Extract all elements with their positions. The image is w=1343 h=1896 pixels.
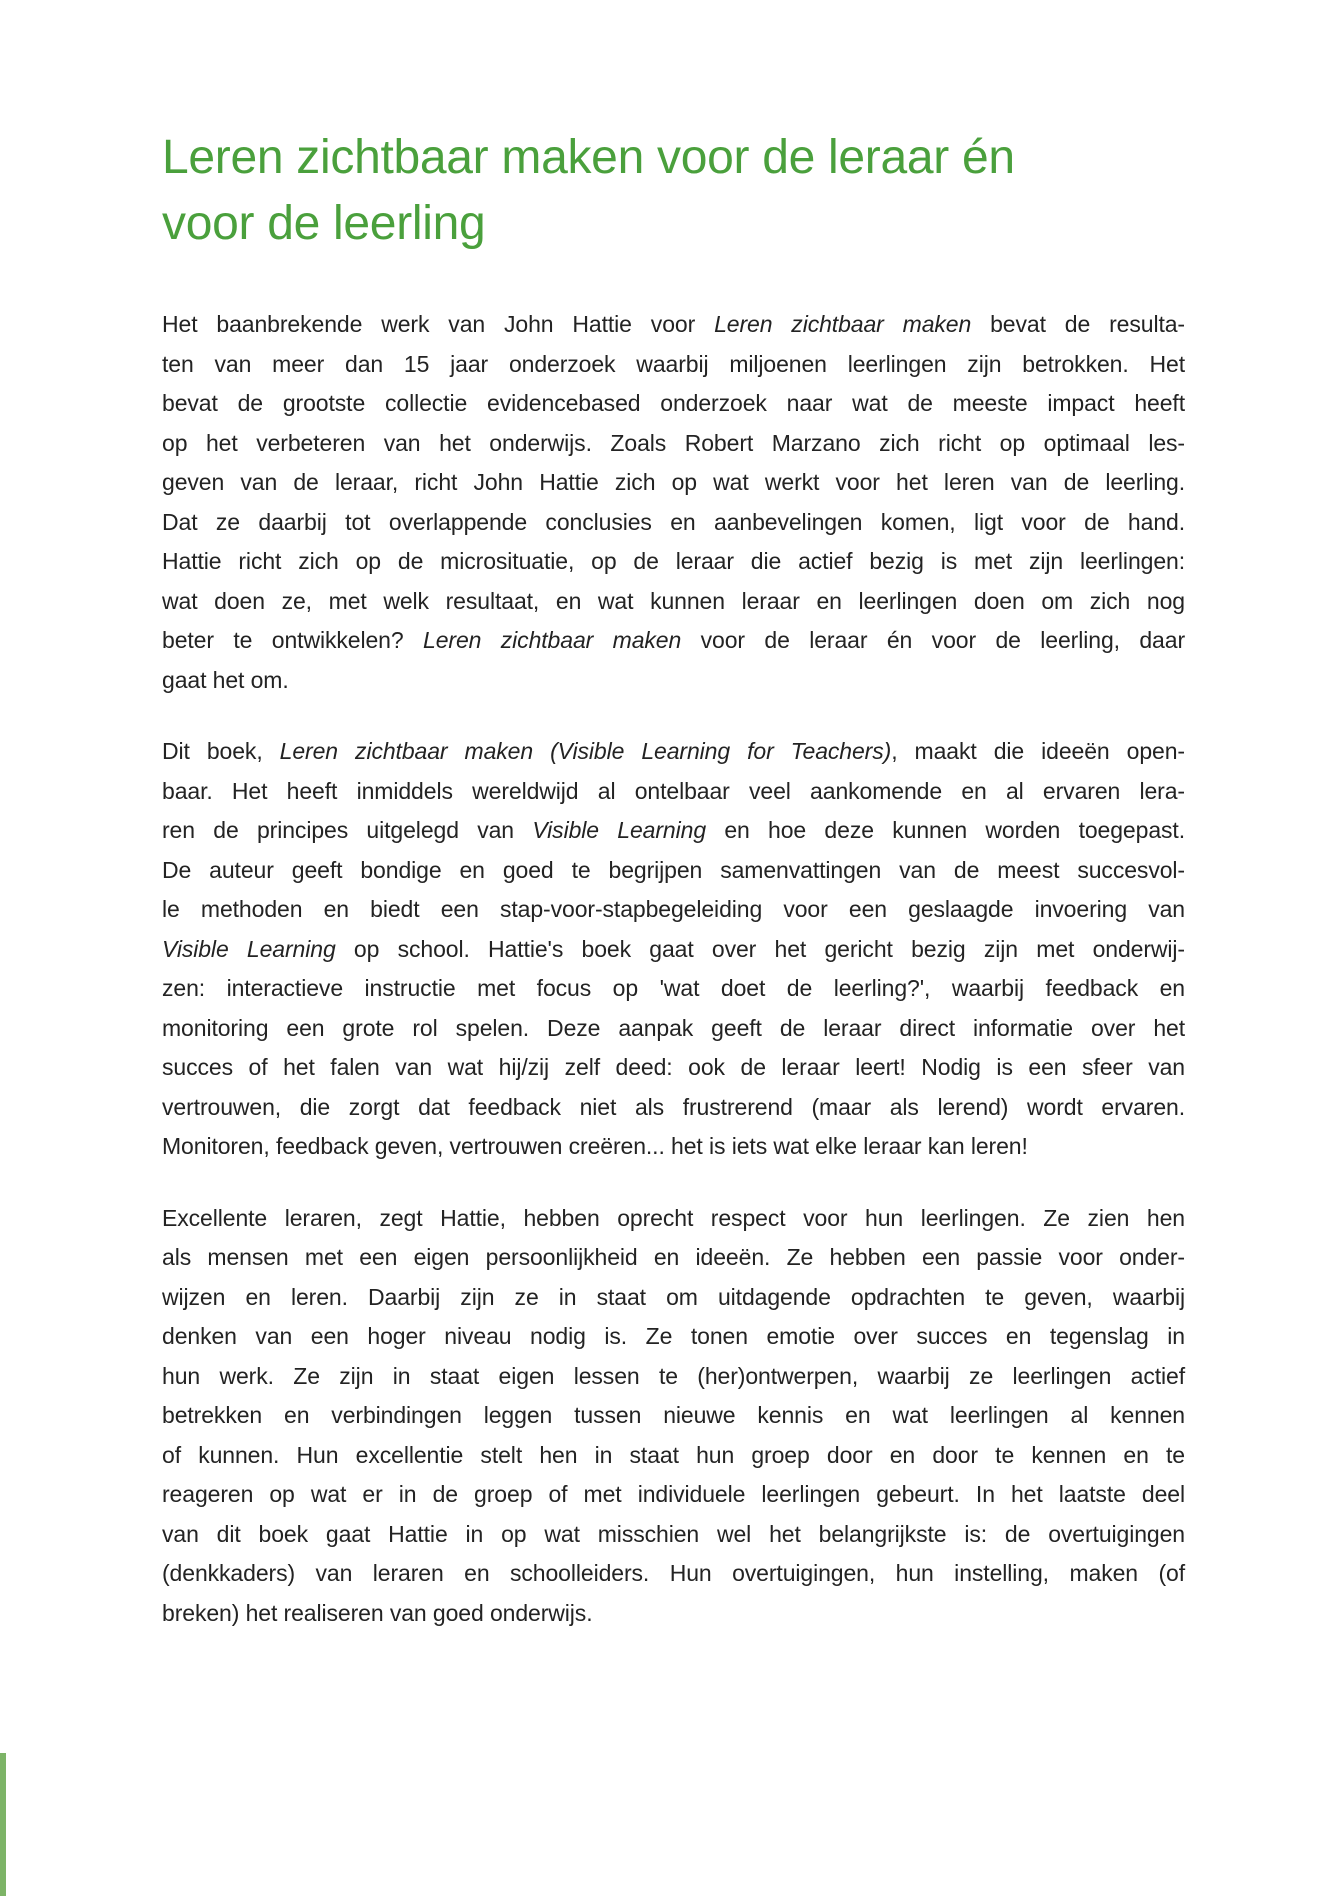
text-line: wijzen en leren. Daarbij zijn ze in staat om uitdagende opdrachten te geven, waarbij [162,1283,1185,1310]
page-title [162,125,1185,257]
paragraph [162,732,1185,1167]
paragraph [162,1199,1185,1634]
text-line: ren de principes uitgelegd van Visible Learning en hoe deze kunnen worden toegepast. [162,817,1185,843]
text-line: als mensen met een eigen persoonlijkheid en ideeën. Ze hebben een passie voor onder- [162,1244,1185,1270]
text-line: le methoden en biedt een stap-voor-stapbegeleiding voor een geslaagde invoering van [162,896,1185,922]
text-line: betrekken en verbindingen leggen tussen nieuwe kennis en wat leerlingen al kennen [162,1402,1185,1428]
text-line: baar. Het heeft inmiddels wereldwijd al ontelbaar veel aankomende en al ervaren lera- [162,777,1185,804]
text-line: ten van meer dan 15 jaar onderzoek waarbij miljoenen leerlingen zijn betrokken. Het [162,350,1185,377]
text-line: Visible Learning op school. Hattie's boek gaat over het gericht bezig zijn met onderwij- [162,935,1185,962]
text-line: geven van de leraar, richt John Hattie zich op wat werkt voor het leren van de leerling. [162,469,1185,495]
text-line: Hattie richt zich op de microsituatie, op de leraar die actief bezig is met zijn leerlingen: [162,548,1185,574]
text-line: Excellente leraren, zegt Hattie, hebben oprecht respect voor hun leerlingen. Ze zien hen [162,1204,1185,1231]
text-line: gaat het om. [162,666,289,693]
page-edge-accent-bar [0,1753,6,1896]
text-line: (denkkaders) van leraren en schoolleiders. Hun overtuigingen, hun instelling, maken (of [162,1560,1185,1586]
text-line: vertrouwen, die zorgt dat feedback niet als frustrerend (maar als lerend) wordt ervaren. [162,1093,1185,1120]
text-line: op het verbeteren van het onderwijs. Zoals Robert Marzano zich richt op optimaal les- [162,429,1185,456]
text-line: succes of het falen van wat hij/zij zelf deed: ook de leraar leert! Nodig is een sfeer van [162,1054,1185,1080]
body-paragraphs [162,305,1185,1633]
text-line: reageren op wat er in de groep of met individuele leerlingen gebeurt. In het laatste deel [162,1481,1185,1507]
text-line: van dit boek gaat Hattie in op wat misschien wel het belangrijkste is: de overtuigingen [162,1520,1185,1547]
page-title-line-2: voor de leerling [162,197,486,250]
text-line: zen: interactieve instructie met focus op 'wat doet de leerling?', waarbij feedback en [162,975,1185,1001]
text-line: wat doen ze, met welk resultaat, en wat kunnen leraar en leerlingen doen om zich nog [162,587,1185,614]
paragraph [162,305,1185,700]
text-line: Dit boek, Leren zichtbaar maken (Visible Learning for Teachers), maakt die ideeën open- [162,738,1185,764]
text-line: Dat ze daarbij tot overlappende conclusies en aanbevelingen komen, ligt voor de hand. [162,508,1185,535]
page-title-line-1: Leren zichtbaar maken voor de leraar én [162,131,1015,184]
text-line: De auteur geeft bondige en goed te begrijpen samenvattingen van de meest succesvol- [162,856,1185,883]
text-line: monitoring een grote rol spelen. Deze aanpak geeft de leraar direct informatie over het [162,1014,1185,1041]
text-line: Monitoren, feedback geven, vertrouwen creëren... het is iets wat elke leraar kan leren! [162,1133,1028,1159]
text-line: denken van een hoger niveau nodig is. Ze tonen emotie over succes en tegenslag in [162,1323,1185,1349]
text-line: hun werk. Ze zijn in staat eigen lessen te (her)ontwerpen, waarbij ze leerlingen actief [162,1362,1185,1389]
text-line: beter te ontwikkelen? Leren zichtbaar maken voor de leraar én voor de leerling, daar [162,627,1186,653]
text-line: Het baanbrekende werk van John Hattie voor Leren zichtbaar maken bevat de resulta- [162,311,1185,337]
text-line: of kunnen. Hun excellentie stelt hen in staat hun groep door en door te kennen en te [162,1441,1185,1468]
text-line: bevat de grootste collectie evidencebased onderzoek naar wat de meeste impact heeft [162,390,1185,416]
text-line: breken) het realiseren van goed onderwijs. [162,1599,593,1626]
page-content [162,125,1185,1633]
